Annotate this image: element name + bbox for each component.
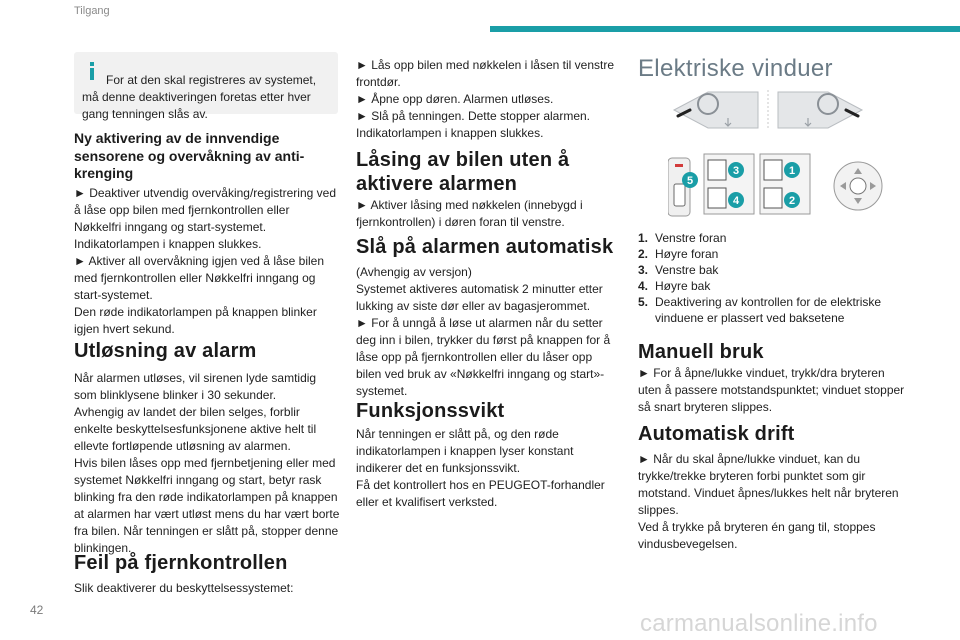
heading-manual-operation: Manuell bruk [638,341,764,363]
manual-operation-text: ► For å åpne/lukke vinduet, trykk/dra bryteren uten å passere motstandspunktet; vinduet stopper så snart bryteren slippes. [638,366,905,414]
window-control-panel-illustration [668,150,888,218]
paragraph: Den røde indikatorlampen på knappen blinker igjen hvert sekund. [74,305,317,336]
callout-2 [784,192,800,208]
unlock-steps [356,57,622,142]
svg-text:3: 3 [732,165,740,177]
paragraph: ► Deaktiver utvendig overvåking/registrering ved å låse opp bilen med fjernkontrollen eller Nøkkelfri inngang og start-systemet. [74,186,337,234]
paragraph: Når tenningen er slått på, og den røde indikatorlampen i knappen lyser konstant indikerer det en funksjonssvikt. [356,427,574,475]
paragraph: Systemet aktiveres automatisk 2 minutter etter lukking av siste dør eller av bagasjerommet. [356,282,603,313]
heading-lock-without-alarm: Låsing av bilen uten å aktivere alarmen [356,149,570,195]
heading-automatic-operation: Automatisk drift [638,423,795,445]
paragraph: Ved å trykke på bryteren én gang til, stoppes vindusbevegelsen. [638,520,876,551]
list-item: 4. Høyre bak [638,279,711,293]
remote-fault-text: Slik deaktiverer du beskyttelsessystemet: [74,581,294,595]
paragraph: Avhengig av landet der bilen selges, forblir enkelte beskyttelsesfunksjonene aktive helt til ellevte fortløpende utløsning av alarmen. [74,405,317,453]
callout-3 [728,162,744,178]
callout-1 [784,162,800,178]
window-list [638,230,918,326]
svg-text:4: 4 [732,195,740,207]
paragraph: Indikatorlampen i knappen slukkes. [74,237,262,251]
paragraph: ► Lås opp bilen med nøkkelen i låsen til venstre frontdør. [356,58,615,89]
list-item: 1. Venstre foran [638,231,727,245]
svg-text:2: 2 [788,195,796,207]
svg-text:1: 1 [788,165,796,177]
lock-without-alarm-text: ► Aktiver låsing med nøkkelen (innebygd i fjernkontrollen) i døren foran til venstre. [356,198,583,229]
header-section-title: Tilgang [74,5,110,17]
malfunction-text [356,426,618,511]
list-item: 5. Deaktivering av kontrollen for de elektriske vinduene er plassert ved baksetene [638,295,882,325]
svg-text:5: 5 [686,175,694,187]
section-title-electric-windows: Elektriske vinduer [638,55,833,82]
paragraph: ► Når du skal åpne/lukke vinduet, kan du trykke/trekke bryteren forbi punktet som gir motstand. Vinduet åpnes/lukkes helt når bryteren slippes. [638,452,899,517]
paragraph: Hvis bilen låses opp med fjernbetjening eller med systemet Nøkkelfri inngang og start, betyr rask blinking fra den røde indikatorlampen på knappen at alarmen har vært utløst mens du har vært borte fra bilen. Når tenningen er slått på, stopper denne blinkingen. [74,456,340,555]
info-note-text: For at den skal registreres av systemet, må denne deaktiveringen foretas etter hver gang tenningen slås av. [82,73,317,121]
heading-alarm-trigger: Utløsning av alarm [74,340,257,362]
list-item: 3. Venstre bak [638,263,719,277]
heading-reactivation: Ny aktivering av de innvendige sensorene og overvåkning av anti-krenging [74,130,305,181]
paragraph: (Avhengig av versjon) [356,265,472,279]
heading-auto-alarm: Slå på alarmen automatisk [356,236,614,258]
paragraph: Få det kontrollert hos en PEUGEOT-forhandler eller et kvalifisert verksted. [356,478,605,509]
heading-malfunction: Funksjonssvikt [356,400,505,422]
list-item: 2. Høyre foran [638,247,719,261]
paragraph: Når alarmen utløses, vil sirenen lyde samtidig som blinklysene blinker i 30 sekunder. [74,371,317,402]
alarm-trigger-text [74,370,340,557]
reactivation-text [74,185,338,338]
watermark: carmanualsonline.info [640,610,878,637]
auto-alarm-text [356,264,618,400]
callout-5 [682,172,698,188]
paragraph: ► Åpne opp døren. Alarmen utløses. [356,92,554,106]
header-accent-bar [490,26,960,32]
door-window-switch-illustration [668,88,868,132]
heading-remote-fault: Feil på fjernkontrollen [74,552,288,574]
page-number: 42 [30,603,44,617]
automatic-operation-text [638,451,908,553]
paragraph: ► Aktiver all overvåkning igjen ved å låse bilen med fjernkontrollen eller Nøkkelfri inngang og start-systemet. [74,254,325,302]
callout-4 [728,192,744,208]
paragraph: ► Slå på tenningen. Dette stopper alarmen. Indikatorlampen i knappen slukkes. [356,109,591,140]
paragraph: ► For å unngå å løse ut alarmen når du setter deg inn i bilen, trykker du først på knappen for å låse opp på fjernkontrollen eller du låser opp bilen ved bruk av «Nøkkelfri inngang og start»-systemet. [356,316,611,398]
